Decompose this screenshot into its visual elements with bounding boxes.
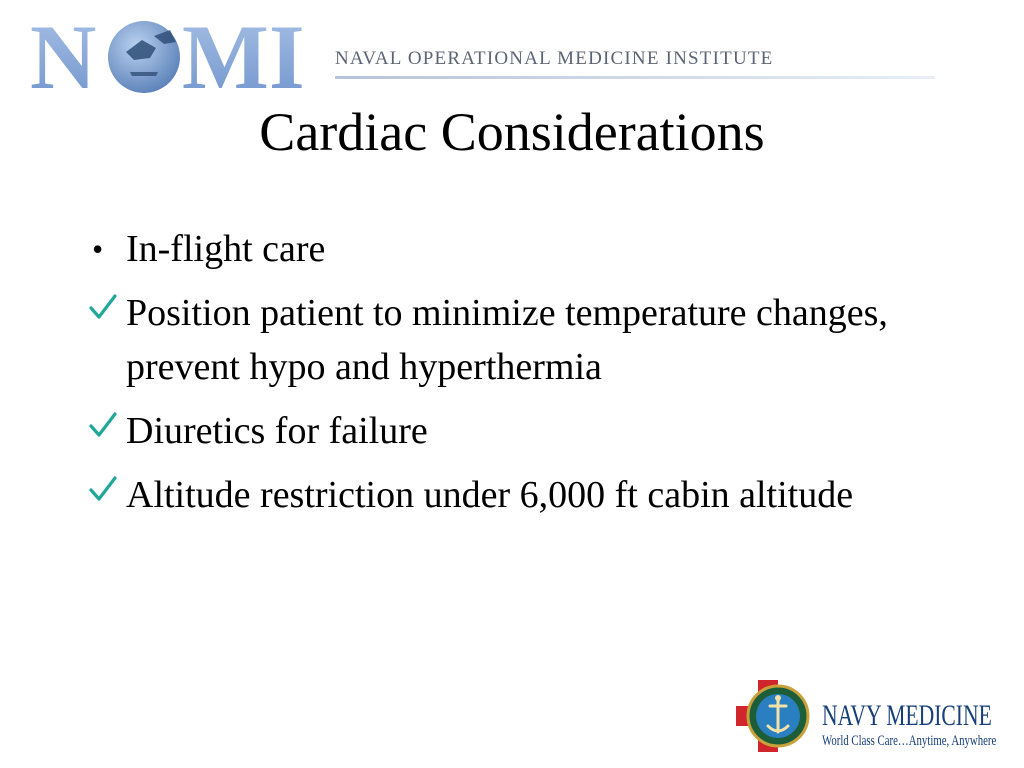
navy-medicine-tagline: World Class Care…Anytime, Anywhere — [822, 733, 997, 749]
bullet-list — [88, 222, 908, 532]
logo-letters-mi: MI — [182, 12, 305, 98]
list-item — [88, 222, 908, 276]
list-item-text: Altitude restriction under 6,000 ft cabin altitude — [126, 474, 854, 516]
list-item — [88, 468, 908, 522]
navy-medicine-name: NAVY MEDICINE — [822, 699, 992, 732]
logo-letter-n: N — [30, 12, 97, 98]
bullet-dot-icon: • — [92, 231, 104, 267]
slide-title: Cardiac Considerations — [259, 102, 765, 162]
list-item-text: Position patient to minimize temperature changes, prevent hypo and hyperthermia — [126, 292, 888, 388]
list-item — [88, 286, 908, 394]
checkmark-icon — [88, 286, 124, 340]
navy-medicine-emblem-icon — [736, 676, 816, 756]
navy-medicine-wordmark — [822, 700, 1024, 750]
slide-header — [0, 0, 1024, 100]
header-divider — [335, 76, 935, 79]
nomi-logo — [30, 12, 330, 98]
institute-name: NAVAL OPERATIONAL MEDICINE INSTITUTE — [335, 48, 774, 69]
list-item — [88, 404, 908, 458]
checkmark-icon — [88, 468, 124, 522]
list-item-text: In-flight care — [126, 228, 326, 270]
checkmark-icon — [88, 404, 124, 458]
list-item-text: Diuretics for failure — [126, 410, 428, 452]
